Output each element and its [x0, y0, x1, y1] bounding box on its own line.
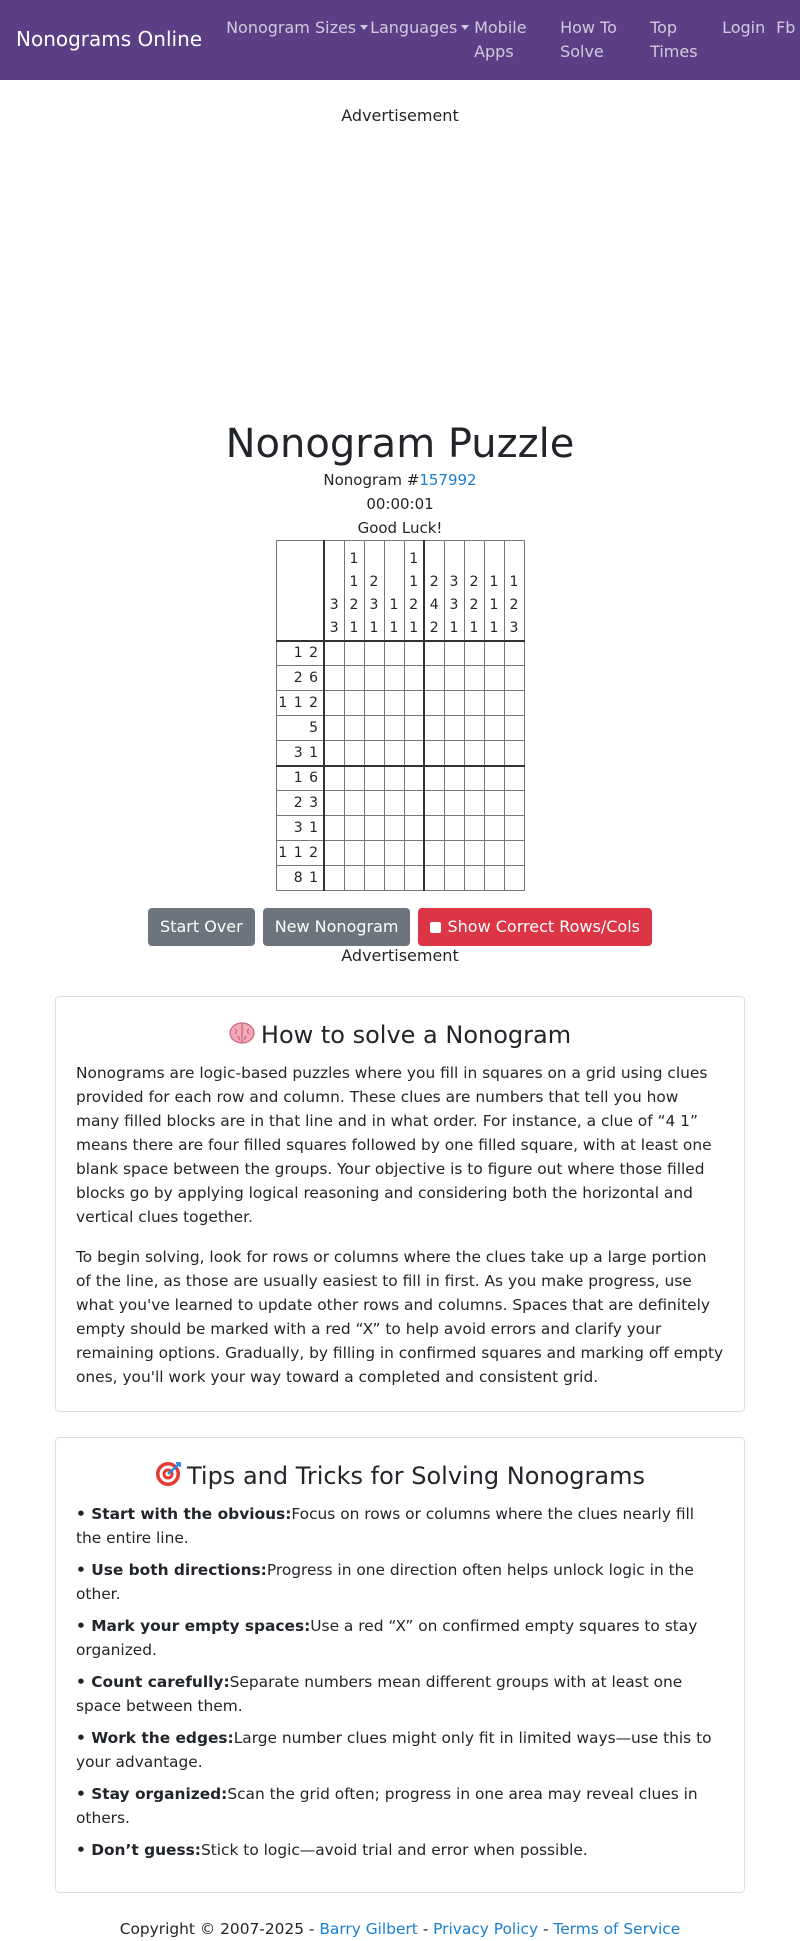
row-clue: 5 [276, 716, 324, 741]
tip-heading: • Don’t guess: [76, 1841, 201, 1859]
grid-cell[interactable] [464, 816, 484, 841]
grid-cell[interactable] [324, 841, 344, 866]
grid-cell[interactable] [444, 691, 464, 716]
tip-text: Large number clues might only fit in limited ways—use this to your advantage. [76, 1729, 712, 1771]
show-correct-label: Show Correct Rows/Cols [447, 917, 640, 936]
footer-separator: - [417, 1920, 434, 1938]
advertisement-space [0, 130, 800, 410]
grid-cell[interactable] [324, 766, 344, 791]
nonogram-grid [276, 540, 525, 891]
grid-cell[interactable] [364, 766, 384, 791]
row-clue: 2 3 [276, 791, 324, 816]
brand-logo[interactable]: Nonograms Online [16, 27, 203, 51]
tip-heading: • Start with the obvious: [76, 1505, 292, 1523]
grid-cell[interactable] [384, 641, 404, 666]
how-to-paragraph-1: Nonograms are logic-based puzzles where you fill in squares on a grid using clues provided for each row and column. These clues are numbers that tell you how many filled blocks are in that line and in what order. For instance, a clue of “4 1” means there are four filled squares followed by one filled square, with at least one blank space between the groups. Your objective is to figure out where those filled blocks go by applying logical reasoning and considering both the horizontal and vertical clues together. [76, 1064, 712, 1226]
grid-cell[interactable] [384, 816, 404, 841]
brain-icon [229, 1020, 255, 1046]
grid-cell[interactable] [444, 716, 464, 741]
tip-item [76, 1502, 724, 1550]
clue-number: 2 [469, 573, 479, 590]
nonogram-number-prefix: Nonogram # [323, 471, 420, 489]
column-clue [344, 541, 364, 641]
nav-top-times[interactable]: Top Times [650, 18, 698, 61]
grid-cell[interactable] [324, 741, 344, 766]
grid-cell[interactable] [504, 841, 524, 866]
grid-cell[interactable] [424, 791, 444, 816]
grid-cell[interactable] [344, 666, 364, 691]
start-over-button[interactable]: Start Over [148, 908, 255, 946]
grid-cell[interactable] [364, 641, 384, 666]
grid-cell[interactable] [384, 841, 404, 866]
grid-cell[interactable] [464, 866, 484, 891]
grid-cell[interactable] [444, 741, 464, 766]
clue-number: 2 [469, 596, 479, 613]
tip-heading: • Work the edges: [76, 1729, 234, 1747]
clue-number: 4 [429, 596, 439, 613]
clue-number: 3 [509, 619, 519, 636]
grid-cell[interactable] [344, 841, 364, 866]
nav-login[interactable]: Login [722, 18, 766, 37]
grid-cell[interactable] [364, 841, 384, 866]
clue-number: 1 [409, 619, 419, 636]
row-clue: 1 1 2 [276, 841, 324, 866]
grid-cell[interactable] [424, 741, 444, 766]
row-clue: 8 1 [276, 866, 324, 891]
grid-cell[interactable] [404, 641, 424, 666]
grid-cell[interactable] [364, 791, 384, 816]
grid-cell[interactable] [324, 791, 344, 816]
grid-cell[interactable] [444, 791, 464, 816]
grid-cell[interactable] [504, 741, 524, 766]
grid-cell[interactable] [484, 841, 504, 866]
column-clue [384, 541, 404, 641]
grid-cell[interactable] [344, 866, 364, 891]
grid-cell[interactable] [424, 816, 444, 841]
grid-cell[interactable] [484, 641, 504, 666]
grid-cell[interactable] [424, 766, 444, 791]
how-to-paragraph-2: To begin solving, look for rows or columns where the clues take up a large portion of the line, as those are usually easiest to fill in first. As you make progress, use what you've learned to update other rows and columns. Spaces that are definitely empty should be marked with a red “X” to help avoid errors and clarify your remaining options. Gradually, by filling in confirmed squares and marking off empty ones, you'll work your way toward a completed and consistent grid. [76, 1248, 724, 1386]
column-clue [444, 541, 464, 641]
tip-item [76, 1838, 724, 1862]
grid-cell[interactable] [484, 791, 504, 816]
grid-cell[interactable] [344, 741, 364, 766]
nav-languages[interactable]: Languages [370, 0, 474, 64]
grid-cell[interactable] [364, 866, 384, 891]
grid-cell[interactable] [484, 766, 504, 791]
new-nonogram-button[interactable]: New Nonogram [263, 908, 411, 946]
author-link[interactable]: Barry Gilbert [319, 1920, 418, 1938]
grid-cell[interactable] [384, 866, 404, 891]
clue-number: 1 [409, 573, 419, 590]
clue-number: 2 [429, 619, 439, 636]
grid-cell[interactable] [464, 766, 484, 791]
grid-cell[interactable] [384, 691, 404, 716]
grid-cell[interactable] [484, 691, 504, 716]
checkbox-icon[interactable] [430, 922, 441, 933]
tips-card [55, 1437, 745, 1893]
grid-cell[interactable] [344, 766, 364, 791]
nav-fb[interactable]: Fb [776, 18, 796, 37]
navbar [0, 0, 800, 80]
clue-number: 1 [389, 596, 399, 613]
grid-cell[interactable] [444, 766, 464, 791]
grid-cell[interactable] [384, 716, 404, 741]
grid-cell[interactable] [484, 666, 504, 691]
grid-cell[interactable] [484, 866, 504, 891]
grid-cell[interactable] [404, 666, 424, 691]
grid-cell[interactable] [464, 741, 484, 766]
grid-cell[interactable] [424, 716, 444, 741]
grid-cell[interactable] [424, 641, 444, 666]
tips-heading [76, 1460, 724, 1492]
grid-cell[interactable] [404, 841, 424, 866]
grid-cell[interactable] [324, 641, 344, 666]
good-luck-message: Good Luck! [357, 519, 443, 537]
grid-cell[interactable] [504, 791, 524, 816]
grid-cell[interactable] [464, 841, 484, 866]
grid-cell[interactable] [444, 816, 464, 841]
grid-cell[interactable] [484, 741, 504, 766]
grid-cell[interactable] [504, 766, 524, 791]
grid-cell[interactable] [424, 841, 444, 866]
tip-item [76, 1726, 724, 1774]
grid-corner [276, 541, 324, 641]
tip-heading: • Mark your empty spaces: [76, 1617, 311, 1635]
grid-cell[interactable] [464, 641, 484, 666]
nonogram-number-link[interactable]: 157992 [419, 471, 477, 489]
page-title: Nonogram Puzzle [225, 421, 575, 467]
column-clue [464, 541, 484, 641]
column-clue [484, 541, 504, 641]
clue-number: 1 [489, 596, 499, 613]
grid-cell[interactable] [384, 766, 404, 791]
grid-cell[interactable] [484, 716, 504, 741]
tip-text: Progress in one direction often helps unlock logic in the other. [76, 1561, 694, 1603]
grid-cell[interactable] [364, 741, 384, 766]
clue-number: 2 [509, 596, 519, 613]
clue-number: 1 [469, 619, 479, 636]
grid-cell[interactable] [404, 791, 424, 816]
column-clue [364, 541, 384, 641]
clue-number: 1 [389, 619, 399, 636]
nav-menu [226, 0, 796, 64]
grid-cell[interactable] [324, 691, 344, 716]
clue-number: 1 [489, 619, 499, 636]
clue-number: 1 [509, 573, 519, 590]
clue-number: 2 [429, 573, 439, 590]
clue-number: 3 [369, 596, 379, 613]
tip-item [76, 1782, 724, 1830]
tips-title: Tips and Tricks for Solving Nonograms [186, 1462, 645, 1490]
grid-cell[interactable] [384, 741, 404, 766]
grid-cell[interactable] [404, 716, 424, 741]
row-clue: 3 1 [276, 816, 324, 841]
tip-heading: • Count carefully: [76, 1673, 230, 1691]
grid-cell[interactable] [444, 641, 464, 666]
clue-number: 1 [449, 619, 459, 636]
clue-number: 1 [349, 619, 359, 636]
grid-cell[interactable] [504, 691, 524, 716]
grid-cell[interactable] [464, 691, 484, 716]
grid-cell[interactable] [404, 766, 424, 791]
button-row [0, 908, 800, 946]
tip-item [76, 1614, 724, 1662]
grid-cell[interactable] [344, 691, 364, 716]
nav-nonogram-sizes[interactable]: Nonogram Sizes [226, 0, 370, 64]
clue-number: 3 [449, 573, 459, 590]
clue-number: 1 [369, 619, 379, 636]
nav-mobile-apps[interactable]: Mobile Apps [474, 18, 527, 61]
grid-cell[interactable] [324, 666, 344, 691]
tip-item [76, 1558, 724, 1606]
clue-number: 1 [349, 573, 359, 590]
target-icon [155, 1461, 181, 1487]
row-clue: 2 6 [276, 666, 324, 691]
grid-cell[interactable] [364, 691, 384, 716]
column-clue [424, 541, 444, 641]
grid-cell[interactable] [464, 716, 484, 741]
grid-cell[interactable] [404, 741, 424, 766]
row-clue: 3 1 [276, 741, 324, 766]
nav-how-to-solve[interactable]: How To Solve [560, 18, 617, 61]
tips-list [76, 1502, 724, 1862]
grid-cell[interactable] [504, 666, 524, 691]
row-clue: 1 1 2 [276, 691, 324, 716]
grid-cell[interactable] [324, 866, 344, 891]
grid-cell[interactable] [344, 641, 364, 666]
footer-separator: - [538, 1920, 554, 1938]
show-correct-button[interactable] [418, 908, 651, 946]
grid-cell[interactable] [504, 816, 524, 841]
advertisement-label: Advertisement [341, 106, 459, 125]
tip-text: Separate numbers mean different groups with at least one space between them. [76, 1673, 683, 1715]
grid-cell[interactable] [404, 816, 424, 841]
column-clue [324, 541, 344, 641]
grid-cell[interactable] [404, 866, 424, 891]
clue-number: 2 [409, 596, 419, 613]
grid-cell[interactable] [364, 716, 384, 741]
copyright-text: Copyright © 2007-2025 - [119, 1920, 320, 1938]
clue-number: 1 [489, 573, 499, 590]
grid-cell[interactable] [344, 716, 364, 741]
grid-cell[interactable] [344, 791, 364, 816]
clue-number: 2 [349, 596, 359, 613]
terms-of-service-link[interactable]: Terms of Service [553, 1920, 681, 1938]
clue-number: 3 [329, 596, 339, 613]
privacy-policy-link[interactable]: Privacy Policy [433, 1920, 539, 1938]
grid-cell[interactable] [324, 816, 344, 841]
grid-cell[interactable] [344, 816, 364, 841]
tip-item [76, 1670, 724, 1718]
column-clue [504, 541, 524, 641]
grid-cell[interactable] [384, 791, 404, 816]
advertisement-label-2: Advertisement [341, 946, 459, 965]
grid-cell[interactable] [424, 691, 444, 716]
grid-cell[interactable] [444, 866, 464, 891]
grid-cell[interactable] [364, 816, 384, 841]
puzzle-container [0, 540, 800, 891]
grid-cell[interactable] [504, 866, 524, 891]
grid-cell[interactable] [464, 791, 484, 816]
clue-number: 3 [449, 596, 459, 613]
grid-cell[interactable] [444, 666, 464, 691]
grid-cell[interactable] [424, 666, 444, 691]
grid-cell[interactable] [364, 666, 384, 691]
nonogram-number [0, 468, 800, 492]
row-clue: 1 2 [276, 641, 324, 666]
grid-cell[interactable] [504, 716, 524, 741]
tip-text: Scan the grid often; progress in one area may reveal clues in others. [76, 1785, 698, 1827]
how-to-heading [76, 1019, 724, 1051]
grid-cell[interactable] [324, 716, 344, 741]
clue-number: 3 [329, 619, 339, 636]
grid-cell[interactable] [444, 841, 464, 866]
how-to-title: How to solve a Nonogram [260, 1021, 572, 1049]
grid-cell[interactable] [484, 816, 504, 841]
timer: 00:00:01 [366, 495, 434, 513]
tip-text: Stick to logic—avoid trial and error when possible. [200, 1841, 588, 1859]
grid-cell[interactable] [464, 666, 484, 691]
tip-heading: • Use both directions: [76, 1561, 267, 1579]
how-to-card [55, 996, 745, 1412]
clue-number: 2 [369, 573, 379, 590]
grid-cell[interactable] [404, 691, 424, 716]
tip-text: Focus on rows or columns where the clues nearly fill the entire line. [76, 1505, 695, 1547]
tip-text: Use a red “X” on confirmed empty squares to stay organized. [76, 1617, 698, 1659]
clue-number: 1 [409, 550, 419, 567]
clue-number: 1 [349, 550, 359, 567]
footer [0, 1917, 800, 1941]
tip-heading: • Stay organized: [76, 1785, 228, 1803]
grid-cell[interactable] [424, 866, 444, 891]
grid-cell[interactable] [504, 641, 524, 666]
grid-cell[interactable] [384, 666, 404, 691]
row-clue: 1 6 [276, 766, 324, 791]
column-clue [404, 541, 424, 641]
